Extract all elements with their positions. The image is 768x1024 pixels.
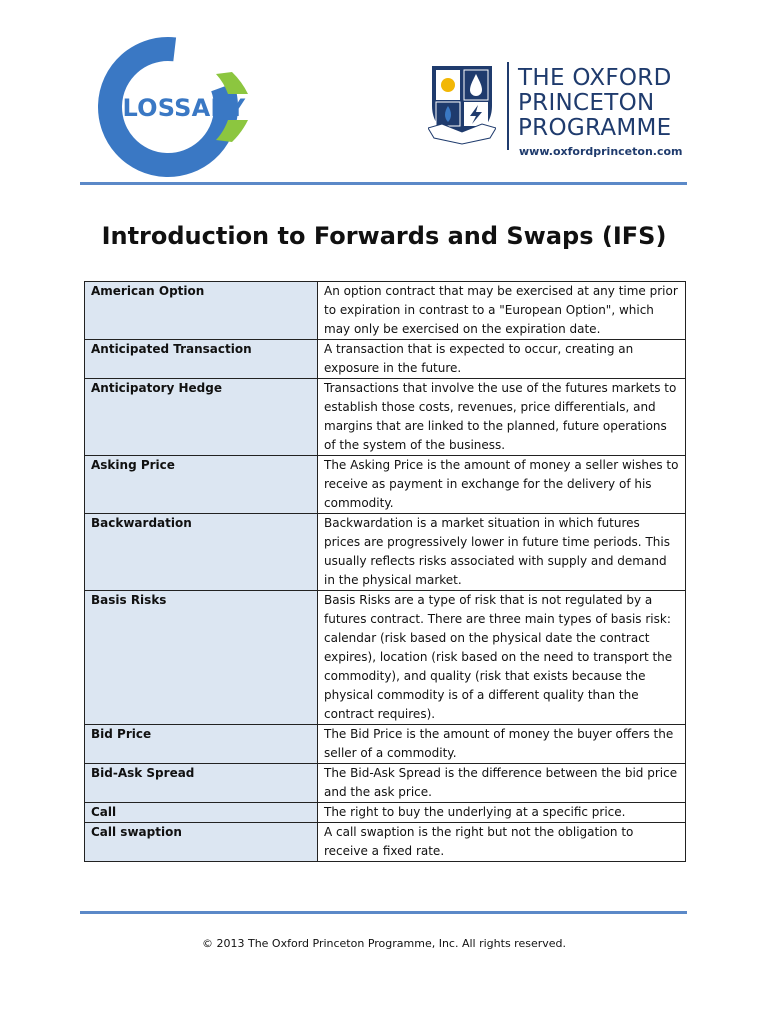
definition-cell: The Asking Price is the amount of money a seller wishes to receive as payment in exchange for the delivery of his commodity. (318, 456, 686, 514)
term-cell: Call swaption (85, 823, 318, 862)
footer-rule (80, 911, 687, 914)
term-cell: Call (85, 803, 318, 823)
term-cell: Anticipatory Hedge (85, 379, 318, 456)
table-row (85, 340, 686, 379)
table-row (85, 379, 686, 456)
table-row (85, 725, 686, 764)
table-row (85, 803, 686, 823)
table-row (85, 456, 686, 514)
organization-name (518, 66, 672, 141)
crest-icon (428, 62, 496, 150)
org-url: www.oxfordprinceton.com (519, 145, 683, 158)
term-cell: American Option (85, 282, 318, 340)
term-cell: Bid-Ask Spread (85, 764, 318, 803)
glossary-table (84, 281, 686, 862)
table-row (85, 282, 686, 340)
org-name-line-2: PRINCETON (518, 90, 655, 116)
glossary-label: GLOSSARY (102, 94, 246, 122)
term-cell: Bid Price (85, 725, 318, 764)
definition-cell: The Bid Price is the amount of money the buyer offers the seller of a commodity. (318, 725, 686, 764)
term-cell: Asking Price (85, 456, 318, 514)
org-name-line-3: PROGRAMME (518, 115, 672, 141)
definition-cell: Backwardation is a market situation in which futures prices are progressively lower in future time periods. This usually reflects risks associated with supply and demand in the physical market. (318, 514, 686, 591)
definition-cell: The Bid-Ask Spread is the difference between the bid price and the ask price. (318, 764, 686, 803)
definition-cell: Basis Risks are a type of risk that is not regulated by a futures contract. There are three main types of basis risk: calendar (risk based on the physical date the contract expires), location (risk based on the need to transport the commodity), and quality (risk that exists because the physical commodity is of a different quality than the contract requires). (318, 591, 686, 725)
term-cell: Basis Risks (85, 591, 318, 725)
definition-cell: A call swaption is the right but not the obligation to receive a fixed rate. (318, 823, 686, 862)
term-cell: Anticipated Transaction (85, 340, 318, 379)
document-title: Introduction to Forwards and Swaps (IFS) (101, 222, 667, 250)
table-row (85, 591, 686, 725)
copyright-footer: © 2013 The Oxford Princeton Programme, Inc. All rights reserved. (201, 937, 566, 950)
org-name-line-1: THE OXFORD (518, 65, 672, 91)
definition-cell: Transactions that involve the use of the futures markets to establish those costs, revenues, price differentials, and margins that are linked to the planned, future operations of the system of the business. (318, 379, 686, 456)
header-divider (507, 62, 509, 150)
header-rule (80, 182, 687, 185)
table-row (85, 764, 686, 803)
term-cell: Backwardation (85, 514, 318, 591)
table-row (85, 823, 686, 862)
definition-cell: An option contract that may be exercised at any time prior to expiration in contrast to a "European Option", which may only be exercised on the expiration date. (318, 282, 686, 340)
definition-cell: The right to buy the underlying at a specific price. (318, 803, 686, 823)
definition-cell: A transaction that is expected to occur, creating an exposure in the future. (318, 340, 686, 379)
table-row (85, 514, 686, 591)
